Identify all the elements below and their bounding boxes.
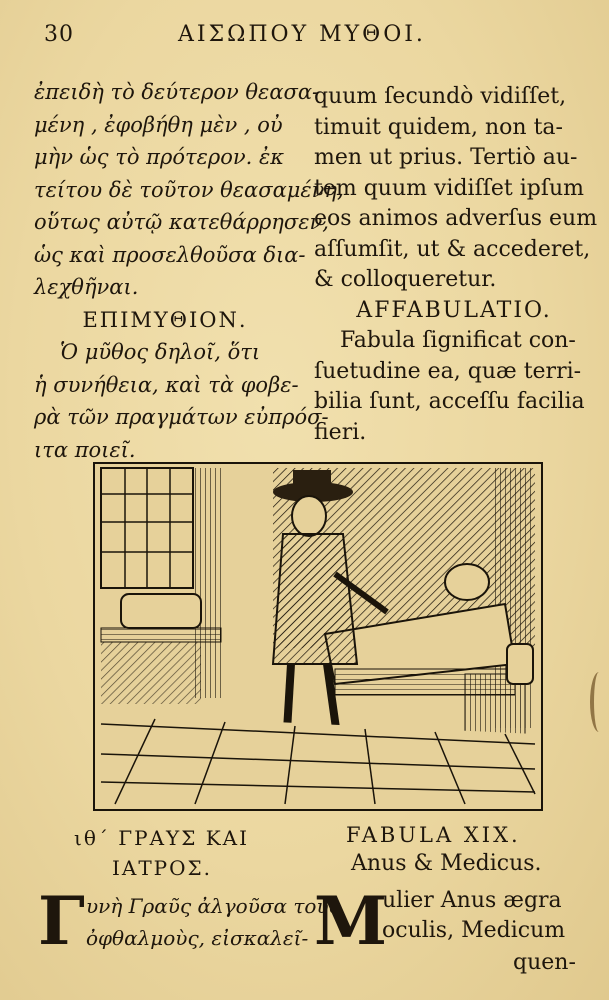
latin-moral-line: Fabula ſignificat con- xyxy=(340,328,576,353)
woodcut-illustration xyxy=(93,462,543,811)
latin-moral-heading: AFFABULATIO. xyxy=(356,297,552,323)
greek-moral-line: ἡ συνήθεια, καὶ τὰ φοβε- xyxy=(34,372,299,397)
greek-fable-title-line2: ΙΑΤΡΟΣ. xyxy=(112,856,213,880)
latin-line: timuit quidem, non ta- xyxy=(314,114,563,140)
latin-fable-text-line: ulier Anus ægra xyxy=(382,888,562,913)
latin-drop-cap: M xyxy=(314,882,388,960)
latin-moral-line: fieri. xyxy=(314,419,367,445)
latin-line: aſſumſit, ut & accederet, xyxy=(314,236,591,262)
latin-fable-text-line: oculis, Medicum xyxy=(382,918,566,943)
latin-fable-title-line2: Anus & Medicus. xyxy=(351,851,542,876)
greek-line: λεχθῆναι. xyxy=(34,275,139,299)
greek-line: μὴν ὡς τὸ πρότερον. ἐκ xyxy=(34,145,284,169)
greek-moral-line: Ὁ μῦθος δηλοῖ, ὅτι xyxy=(60,340,261,364)
greek-moral-line: ρὰ τῶν πραγμάτων εὐπρόσ- xyxy=(34,405,329,429)
greek-line: μένη , ἐφοβήθη μὲν , οὐ xyxy=(34,112,283,137)
latin-line: men ut prius. Tertiò au- xyxy=(314,145,578,170)
catchword: quen- xyxy=(513,950,576,975)
greek-line: ὡς καὶ προσελθοῦσα δια- xyxy=(34,242,306,267)
latin-text-column xyxy=(314,82,598,448)
latin-line: tem quum vidiſſet ipſum xyxy=(314,175,585,201)
greek-fable-text-line: ὀφθαλμοὺς, εἰσκαλεῖ- xyxy=(86,926,309,950)
greek-fable-title-line1: ιθ΄ ΓΡΑΥΣ ΚΑΙ xyxy=(74,826,250,850)
latin-line: eos animos adverſus eum xyxy=(314,206,598,231)
greek-line: τείτου δὲ τοῦτον θεασαμένη, xyxy=(34,177,344,202)
greek-moral-heading: ΕΠΙΜΥΘΙΟΝ. xyxy=(82,307,248,332)
latin-moral-line: ſuetudine ea, quæ terri- xyxy=(314,358,582,384)
margin-ink-mark xyxy=(590,672,608,732)
greek-drop-cap: Γ xyxy=(38,882,85,960)
greek-moral-line: ιτα ποιεῖ. xyxy=(34,437,136,462)
greek-fable-text-line: υνὴ Γραῦς ἀλγοῦσα τοὺς xyxy=(86,894,340,918)
running-title: ΑΙΣΩΠΟΥ ΜΥΘΟΙ. xyxy=(178,22,426,47)
greek-line: ἐπειδὴ τὸ δεύτερον θεασα- xyxy=(34,80,320,104)
latin-line: quum ſecundò vidiſſet, xyxy=(314,84,567,109)
greek-line: οὕτως αὐτῷ κατεθάρρησεν, xyxy=(34,210,329,234)
latin-line: & colloqueretur. xyxy=(314,267,497,292)
page-number: 30 xyxy=(44,22,74,47)
latin-fable-title-line1: FABULA XIX. xyxy=(346,823,521,847)
latin-moral-line: bilia ſunt, acceſſu facilia xyxy=(314,389,585,414)
